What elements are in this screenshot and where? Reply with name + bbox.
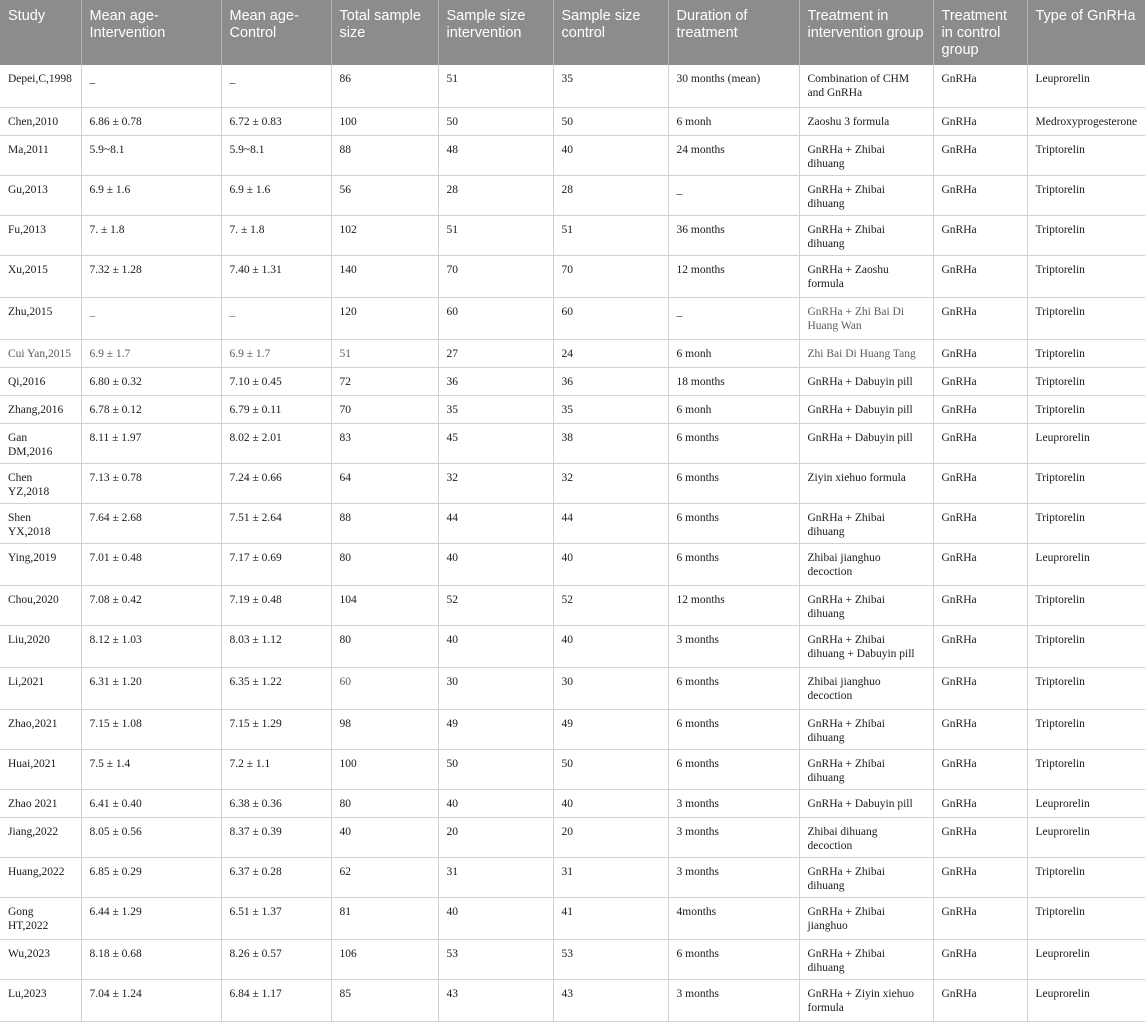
table-header — [0, 0, 1145, 65]
treatment-control-cell: GnRHa — [933, 667, 1027, 709]
sample-size-control-cell: 52 — [553, 585, 668, 625]
mean-age-intervention-cell: 8.11 ± 1.97 — [81, 423, 221, 463]
treatment-control-cell: GnRHa — [933, 817, 1027, 857]
sample-size-control-cell: 43 — [553, 979, 668, 1021]
mean-age-control-cell: _ — [221, 297, 331, 339]
treatment-control-cell: GnRHa — [933, 395, 1027, 423]
table-row — [0, 939, 1145, 979]
table-row — [0, 857, 1145, 897]
sample-size-control-cell: 53 — [553, 939, 668, 979]
duration-cell: _ — [668, 175, 799, 215]
gnrha-type-cell: Triptorelin — [1027, 215, 1145, 255]
treatment-control-cell: GnRHa — [933, 423, 1027, 463]
treatment-intervention-cell: GnRHa + Zhibai dihuang — [799, 857, 933, 897]
mean-age-intervention-cell: 7.04 ± 1.24 — [81, 979, 221, 1021]
gnrha-type-cell: Triptorelin — [1027, 503, 1145, 543]
mean-age-intervention-cell: 7. ± 1.8 — [81, 215, 221, 255]
treatment-intervention-cell: GnRHa + Dabuyin pill — [799, 367, 933, 395]
table-row — [0, 625, 1145, 667]
column-header: Treatment in intervention group — [799, 0, 933, 65]
gnrha-type-cell: Leuprorelin — [1027, 543, 1145, 585]
sample-size-intervention-cell: 31 — [438, 857, 553, 897]
sample-size-intervention-cell: 52 — [438, 585, 553, 625]
sample-size-intervention-cell: 50 — [438, 107, 553, 135]
duration-cell: 6 months — [668, 423, 799, 463]
total-sample-size-cell: 88 — [331, 135, 438, 175]
sample-size-intervention-cell: 35 — [438, 395, 553, 423]
column-header: Total sample size — [331, 0, 438, 65]
table-row — [0, 215, 1145, 255]
mean-age-intervention-cell: _ — [81, 297, 221, 339]
gnrha-type-cell: Triptorelin — [1027, 297, 1145, 339]
sample-size-control-cell: 32 — [553, 463, 668, 503]
duration-cell: 6 months — [668, 939, 799, 979]
study-cell: Gong HT,2022 — [0, 897, 81, 939]
sample-size-control-cell: 70 — [553, 255, 668, 297]
treatment-control-cell: GnRHa — [933, 897, 1027, 939]
study-cell: Huang,2022 — [0, 857, 81, 897]
treatment-intervention-cell: GnRHa + Zhibai dihuang — [799, 939, 933, 979]
study-cell: Lu,2023 — [0, 979, 81, 1021]
table-row — [0, 175, 1145, 215]
mean-age-control-cell: 7. ± 1.8 — [221, 215, 331, 255]
mean-age-intervention-cell: 7.01 ± 0.48 — [81, 543, 221, 585]
sample-size-control-cell: 36 — [553, 367, 668, 395]
total-sample-size-cell: 81 — [331, 897, 438, 939]
gnrha-type-cell: Triptorelin — [1027, 667, 1145, 709]
duration-cell: 6 months — [668, 543, 799, 585]
mean-age-intervention-cell: 7.13 ± 0.78 — [81, 463, 221, 503]
mean-age-control-cell: 6.37 ± 0.28 — [221, 857, 331, 897]
duration-cell: 3 months — [668, 789, 799, 817]
column-header: Sample size intervention — [438, 0, 553, 65]
duration-cell: 3 months — [668, 625, 799, 667]
treatment-control-cell: GnRHa — [933, 339, 1027, 367]
treatment-intervention-cell: Zhibai dihuang decoction — [799, 817, 933, 857]
sample-size-control-cell: 40 — [553, 625, 668, 667]
sample-size-control-cell: 24 — [553, 339, 668, 367]
treatment-control-cell: GnRHa — [933, 749, 1027, 789]
total-sample-size-cell: 88 — [331, 503, 438, 543]
study-cell: Zhao 2021 — [0, 789, 81, 817]
table-row — [0, 979, 1145, 1021]
mean-age-control-cell: 7.24 ± 0.66 — [221, 463, 331, 503]
table-row — [0, 395, 1145, 423]
total-sample-size-cell: 86 — [331, 65, 438, 107]
treatment-intervention-cell: GnRHa + Zhibai dihuang — [799, 215, 933, 255]
total-sample-size-cell: 120 — [331, 297, 438, 339]
sample-size-control-cell: 35 — [553, 395, 668, 423]
mean-age-control-cell: 5.9~8.1 — [221, 135, 331, 175]
study-cell: Gan DM,2016 — [0, 423, 81, 463]
study-cell: Ying,2019 — [0, 543, 81, 585]
treatment-intervention-cell: GnRHa + Zhibai jianghuo — [799, 897, 933, 939]
mean-age-intervention-cell: 6.9 ± 1.7 — [81, 339, 221, 367]
sample-size-control-cell: 38 — [553, 423, 668, 463]
gnrha-type-cell: Triptorelin — [1027, 367, 1145, 395]
table-row — [0, 897, 1145, 939]
gnrha-type-cell: Triptorelin — [1027, 897, 1145, 939]
gnrha-type-cell: Triptorelin — [1027, 175, 1145, 215]
study-cell: Liu,2020 — [0, 625, 81, 667]
column-header: Duration of treatment — [668, 0, 799, 65]
mean-age-control-cell: 8.26 ± 0.57 — [221, 939, 331, 979]
study-cell: Jiang,2022 — [0, 817, 81, 857]
duration-cell: 6 months — [668, 749, 799, 789]
mean-age-control-cell: 8.02 ± 2.01 — [221, 423, 331, 463]
sample-size-intervention-cell: 40 — [438, 897, 553, 939]
table-row — [0, 667, 1145, 709]
mean-age-control-cell: 7.40 ± 1.31 — [221, 255, 331, 297]
sample-size-intervention-cell: 44 — [438, 503, 553, 543]
table-row — [0, 463, 1145, 503]
treatment-control-cell: GnRHa — [933, 135, 1027, 175]
mean-age-control-cell: 8.37 ± 0.39 — [221, 817, 331, 857]
sample-size-control-cell: 28 — [553, 175, 668, 215]
gnrha-type-cell: Triptorelin — [1027, 857, 1145, 897]
mean-age-intervention-cell: 8.05 ± 0.56 — [81, 817, 221, 857]
treatment-control-cell: GnRHa — [933, 107, 1027, 135]
total-sample-size-cell: 102 — [331, 215, 438, 255]
sample-size-control-cell: 50 — [553, 107, 668, 135]
sample-size-intervention-cell: 40 — [438, 543, 553, 585]
mean-age-intervention-cell: 7.64 ± 2.68 — [81, 503, 221, 543]
gnrha-type-cell: Triptorelin — [1027, 625, 1145, 667]
sample-size-intervention-cell: 70 — [438, 255, 553, 297]
treatment-control-cell: GnRHa — [933, 215, 1027, 255]
mean-age-control-cell: 6.51 ± 1.37 — [221, 897, 331, 939]
sample-size-control-cell: 51 — [553, 215, 668, 255]
study-cell: Chen,2010 — [0, 107, 81, 135]
treatment-intervention-cell: GnRHa + Dabuyin pill — [799, 395, 933, 423]
gnrha-type-cell: Triptorelin — [1027, 339, 1145, 367]
gnrha-type-cell: Triptorelin — [1027, 749, 1145, 789]
sample-size-intervention-cell: 51 — [438, 65, 553, 107]
treatment-control-cell: GnRHa — [933, 939, 1027, 979]
mean-age-intervention-cell: 7.15 ± 1.08 — [81, 709, 221, 749]
sample-size-control-cell: 40 — [553, 543, 668, 585]
treatment-intervention-cell: Zhibai jianghuo decoction — [799, 543, 933, 585]
sample-size-intervention-cell: 45 — [438, 423, 553, 463]
table-row — [0, 255, 1145, 297]
treatment-intervention-cell: GnRHa + Zhibai dihuang — [799, 749, 933, 789]
duration-cell: 6 monh — [668, 107, 799, 135]
mean-age-intervention-cell: 7.32 ± 1.28 — [81, 255, 221, 297]
duration-cell: 6 months — [668, 503, 799, 543]
gnrha-type-cell: Leuprorelin — [1027, 979, 1145, 1021]
total-sample-size-cell: 100 — [331, 749, 438, 789]
duration-cell: 6 monh — [668, 395, 799, 423]
duration-cell: _ — [668, 297, 799, 339]
table-row — [0, 107, 1145, 135]
mean-age-control-cell: 8.03 ± 1.12 — [221, 625, 331, 667]
gnrha-type-cell: Leuprorelin — [1027, 65, 1145, 107]
study-cell: Wu,2023 — [0, 939, 81, 979]
sample-size-intervention-cell: 51 — [438, 215, 553, 255]
mean-age-intervention-cell: 8.18 ± 0.68 — [81, 939, 221, 979]
study-cell: Qi,2016 — [0, 367, 81, 395]
table-row — [0, 749, 1145, 789]
treatment-control-cell: GnRHa — [933, 367, 1027, 395]
mean-age-control-cell: 7.17 ± 0.69 — [221, 543, 331, 585]
mean-age-control-cell: 6.35 ± 1.22 — [221, 667, 331, 709]
mean-age-control-cell: 6.79 ± 0.11 — [221, 395, 331, 423]
total-sample-size-cell: 80 — [331, 625, 438, 667]
treatment-intervention-cell: Zaoshu 3 formula — [799, 107, 933, 135]
mean-age-intervention-cell: 7.5 ± 1.4 — [81, 749, 221, 789]
treatment-intervention-cell: Zhi Bai Di Huang Tang — [799, 339, 933, 367]
study-cell: Shen YX,2018 — [0, 503, 81, 543]
study-cell: Li,2021 — [0, 667, 81, 709]
treatment-control-cell: GnRHa — [933, 255, 1027, 297]
total-sample-size-cell: 100 — [331, 107, 438, 135]
table-row — [0, 135, 1145, 175]
table-row — [0, 709, 1145, 749]
mean-age-intervention-cell: _ — [81, 65, 221, 107]
duration-cell: 12 months — [668, 585, 799, 625]
sample-size-intervention-cell: 48 — [438, 135, 553, 175]
column-header: Sample size control — [553, 0, 668, 65]
sample-size-control-cell: 30 — [553, 667, 668, 709]
treatment-control-cell: GnRHa — [933, 857, 1027, 897]
mean-age-intervention-cell: 6.41 ± 0.40 — [81, 789, 221, 817]
treatment-control-cell: GnRHa — [933, 463, 1027, 503]
sample-size-control-cell: 60 — [553, 297, 668, 339]
mean-age-intervention-cell: 5.9~8.1 — [81, 135, 221, 175]
sample-size-intervention-cell: 32 — [438, 463, 553, 503]
total-sample-size-cell: 104 — [331, 585, 438, 625]
table-row — [0, 297, 1145, 339]
mean-age-intervention-cell: 8.12 ± 1.03 — [81, 625, 221, 667]
duration-cell: 18 months — [668, 367, 799, 395]
mean-age-control-cell: 7.10 ± 0.45 — [221, 367, 331, 395]
study-cell: Gu,2013 — [0, 175, 81, 215]
gnrha-type-cell: Triptorelin — [1027, 135, 1145, 175]
sample-size-control-cell: 44 — [553, 503, 668, 543]
treatment-intervention-cell: GnRHa + Zhibai dihuang — [799, 175, 933, 215]
treatment-intervention-cell: Ziyin xiehuo formula — [799, 463, 933, 503]
table-row — [0, 503, 1145, 543]
sample-size-intervention-cell: 20 — [438, 817, 553, 857]
mean-age-control-cell: 7.19 ± 0.48 — [221, 585, 331, 625]
gnrha-type-cell: Triptorelin — [1027, 585, 1145, 625]
treatment-intervention-cell: GnRHa + Zhibai dihuang — [799, 585, 933, 625]
mean-age-intervention-cell: 6.31 ± 1.20 — [81, 667, 221, 709]
duration-cell: 3 months — [668, 979, 799, 1021]
study-cell: Chou,2020 — [0, 585, 81, 625]
gnrha-type-cell: Triptorelin — [1027, 395, 1145, 423]
table-row — [0, 423, 1145, 463]
sample-size-intervention-cell: 36 — [438, 367, 553, 395]
treatment-intervention-cell: GnRHa + Zhibai dihuang — [799, 503, 933, 543]
total-sample-size-cell: 80 — [331, 543, 438, 585]
treatment-control-cell: GnRHa — [933, 709, 1027, 749]
column-header: Treatment in control group — [933, 0, 1027, 65]
treatment-control-cell: GnRHa — [933, 789, 1027, 817]
sample-size-intervention-cell: 27 — [438, 339, 553, 367]
gnrha-type-cell: Triptorelin — [1027, 463, 1145, 503]
sample-size-intervention-cell: 50 — [438, 749, 553, 789]
treatment-control-cell: GnRHa — [933, 625, 1027, 667]
total-sample-size-cell: 70 — [331, 395, 438, 423]
total-sample-size-cell: 62 — [331, 857, 438, 897]
sample-size-intervention-cell: 60 — [438, 297, 553, 339]
duration-cell: 24 months — [668, 135, 799, 175]
total-sample-size-cell: 64 — [331, 463, 438, 503]
mean-age-intervention-cell: 7.08 ± 0.42 — [81, 585, 221, 625]
sample-size-intervention-cell: 53 — [438, 939, 553, 979]
sample-size-intervention-cell: 40 — [438, 789, 553, 817]
total-sample-size-cell: 51 — [331, 339, 438, 367]
treatment-control-cell: GnRHa — [933, 585, 1027, 625]
mean-age-intervention-cell: 6.9 ± 1.6 — [81, 175, 221, 215]
gnrha-type-cell: Leuprorelin — [1027, 939, 1145, 979]
mean-age-control-cell: 6.9 ± 1.7 — [221, 339, 331, 367]
treatment-intervention-cell: GnRHa + Ziyin xiehuo formula — [799, 979, 933, 1021]
duration-cell: 6 months — [668, 667, 799, 709]
total-sample-size-cell: 40 — [331, 817, 438, 857]
table-row — [0, 817, 1145, 857]
mean-age-control-cell: 7.51 ± 2.64 — [221, 503, 331, 543]
total-sample-size-cell: 80 — [331, 789, 438, 817]
duration-cell: 4months — [668, 897, 799, 939]
table-row — [0, 367, 1145, 395]
mean-age-control-cell: 7.15 ± 1.29 — [221, 709, 331, 749]
mean-age-control-cell: 6.84 ± 1.17 — [221, 979, 331, 1021]
study-cell: Ma,2011 — [0, 135, 81, 175]
sample-size-control-cell: 31 — [553, 857, 668, 897]
gnrha-type-cell: Leuprorelin — [1027, 789, 1145, 817]
total-sample-size-cell: 72 — [331, 367, 438, 395]
treatment-control-cell: GnRHa — [933, 297, 1027, 339]
total-sample-size-cell: 140 — [331, 255, 438, 297]
treatment-control-cell: GnRHa — [933, 503, 1027, 543]
treatment-intervention-cell: GnRHa + Zhibai dihuang + Dabuyin pill — [799, 625, 933, 667]
sample-size-intervention-cell: 49 — [438, 709, 553, 749]
column-header: Mean age-Intervention — [81, 0, 221, 65]
total-sample-size-cell: 56 — [331, 175, 438, 215]
duration-cell: 6 monh — [668, 339, 799, 367]
duration-cell: 6 months — [668, 463, 799, 503]
total-sample-size-cell: 106 — [331, 939, 438, 979]
study-cell: Cui Yan,2015 — [0, 339, 81, 367]
duration-cell: 30 months (mean) — [668, 65, 799, 107]
sample-size-intervention-cell: 40 — [438, 625, 553, 667]
mean-age-intervention-cell: 6.78 ± 0.12 — [81, 395, 221, 423]
total-sample-size-cell: 98 — [331, 709, 438, 749]
study-cell: Zhang,2016 — [0, 395, 81, 423]
treatment-intervention-cell: Zhibai jianghuo decoction — [799, 667, 933, 709]
gnrha-type-cell: Triptorelin — [1027, 255, 1145, 297]
duration-cell: 36 months — [668, 215, 799, 255]
sample-size-control-cell: 40 — [553, 135, 668, 175]
column-header: Study — [0, 0, 81, 65]
study-cell: Depei,C,1998 — [0, 65, 81, 107]
study-cell: Xu,2015 — [0, 255, 81, 297]
duration-cell: 3 months — [668, 817, 799, 857]
table-row — [0, 789, 1145, 817]
table-row — [0, 339, 1145, 367]
mean-age-intervention-cell: 6.80 ± 0.32 — [81, 367, 221, 395]
mean-age-control-cell: 7.2 ± 1.1 — [221, 749, 331, 789]
mean-age-control-cell: _ — [221, 65, 331, 107]
treatment-intervention-cell: GnRHa + Dabuyin pill — [799, 423, 933, 463]
mean-age-control-cell: 6.9 ± 1.6 — [221, 175, 331, 215]
treatment-intervention-cell: GnRHa + Zaoshu formula — [799, 255, 933, 297]
column-header: Type of GnRHa — [1027, 0, 1145, 65]
table-row — [0, 543, 1145, 585]
treatment-intervention-cell: Combination of CHM and GnRHa — [799, 65, 933, 107]
sample-size-intervention-cell: 30 — [438, 667, 553, 709]
gnrha-type-cell: Leuprorelin — [1027, 817, 1145, 857]
duration-cell: 12 months — [668, 255, 799, 297]
treatment-intervention-cell: GnRHa + Zhibai dihuang — [799, 709, 933, 749]
sample-size-control-cell: 35 — [553, 65, 668, 107]
mean-age-control-cell: 6.72 ± 0.83 — [221, 107, 331, 135]
study-cell: Huai,2021 — [0, 749, 81, 789]
sample-size-control-cell: 49 — [553, 709, 668, 749]
sample-size-intervention-cell: 43 — [438, 979, 553, 1021]
total-sample-size-cell: 83 — [331, 423, 438, 463]
sample-size-intervention-cell: 28 — [438, 175, 553, 215]
table-row — [0, 65, 1145, 107]
sample-size-control-cell: 40 — [553, 789, 668, 817]
duration-cell: 3 months — [668, 857, 799, 897]
sample-size-control-cell: 20 — [553, 817, 668, 857]
sample-size-control-cell: 41 — [553, 897, 668, 939]
mean-age-intervention-cell: 6.85 ± 0.29 — [81, 857, 221, 897]
mean-age-control-cell: 6.38 ± 0.36 — [221, 789, 331, 817]
gnrha-type-cell: Leuprorelin — [1027, 423, 1145, 463]
study-cell: Fu,2013 — [0, 215, 81, 255]
column-header: Mean age-Control — [221, 0, 331, 65]
table-body — [0, 65, 1145, 1021]
sample-size-control-cell: 50 — [553, 749, 668, 789]
table-row — [0, 585, 1145, 625]
mean-age-intervention-cell: 6.44 ± 1.29 — [81, 897, 221, 939]
total-sample-size-cell: 85 — [331, 979, 438, 1021]
study-cell: Zhu,2015 — [0, 297, 81, 339]
gnrha-type-cell: Triptorelin — [1027, 709, 1145, 749]
study-cell: Chen YZ,2018 — [0, 463, 81, 503]
treatment-control-cell: GnRHa — [933, 979, 1027, 1021]
treatment-control-cell: GnRHa — [933, 175, 1027, 215]
treatment-intervention-cell: GnRHa + Zhi Bai Di Huang Wan — [799, 297, 933, 339]
duration-cell: 6 months — [668, 709, 799, 749]
treatment-intervention-cell: GnRHa + Dabuyin pill — [799, 789, 933, 817]
total-sample-size-cell: 60 — [331, 667, 438, 709]
treatment-control-cell: GnRHa — [933, 543, 1027, 585]
treatment-control-cell: GnRHa — [933, 65, 1027, 107]
study-cell: Zhao,2021 — [0, 709, 81, 749]
mean-age-intervention-cell: 6.86 ± 0.78 — [81, 107, 221, 135]
treatment-intervention-cell: GnRHa + Zhibai dihuang — [799, 135, 933, 175]
gnrha-type-cell: Medroxyprogesterone — [1027, 107, 1145, 135]
